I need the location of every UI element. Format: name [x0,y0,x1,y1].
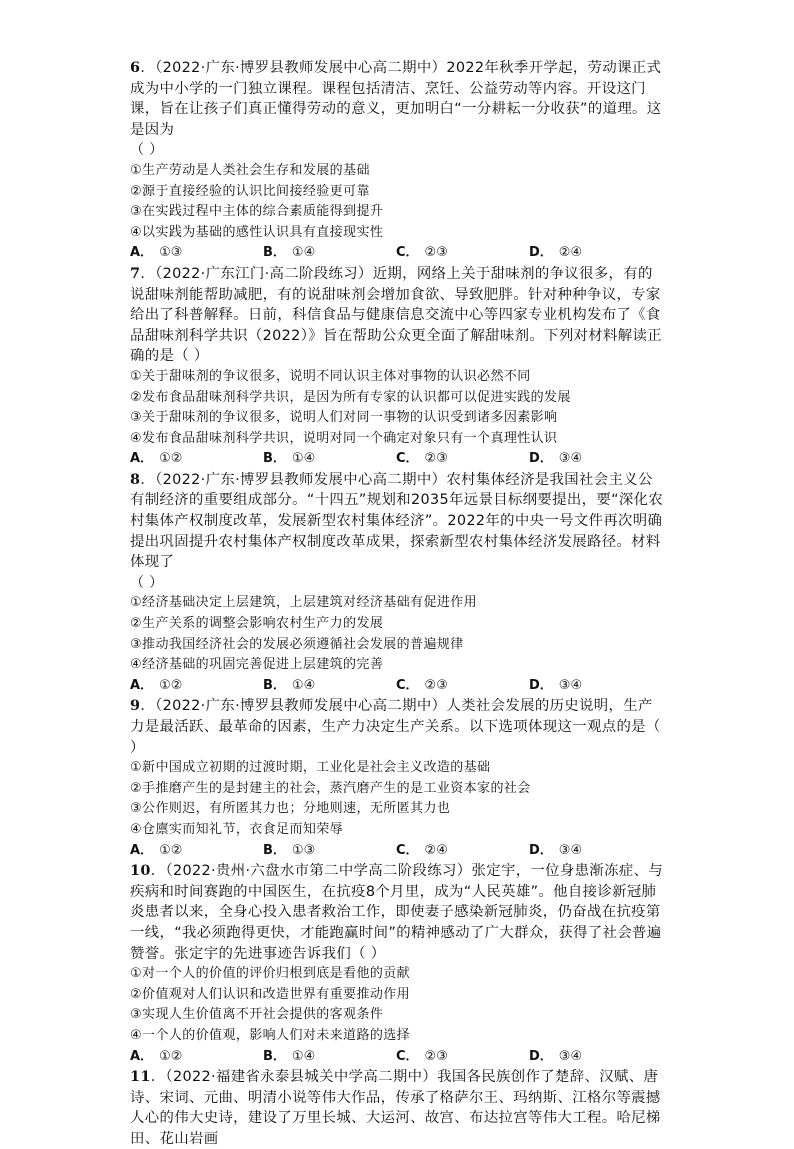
answer-choices [130,1047,664,1068]
question-stem: 7．（2022·广东江门·高二阶段练习）近期，网络上关于甜味剂的争议很多，有的说甜味剂能帮助减肥，有的说甜味剂会增加食欲、导致肥胖。针对种种争议，专家给出了科普解释。日前，科信食品与健康信息交流中心等四家专业机构发布了《食品甜味剂科学共识（2022）》旨在帮助公众更全面了解甜味剂。下列对材料解读正确的是（ ） [130,264,663,365]
option-statement: ②源于直接经验的认识比间接经验更可靠 [130,183,370,199]
answer-choice-b[interactable]: B． ①④ [263,245,316,261]
option-statement: ③实现人生价值离不开社会提供的客观条件 [130,1007,384,1023]
answer-choice-b[interactable]: B． ①④ [263,677,316,693]
question-number: 11 [130,1068,151,1086]
answer-choice-a[interactable]: A． ①② [130,1048,183,1064]
question-9 [130,696,664,861]
question-6 [130,58,664,264]
option-statement: ①生产劳动是人类社会生存和发展的基础 [130,162,370,178]
answer-choice-d[interactable]: D． ②④ [529,245,583,261]
question-stem: 8．（2022·广东·博罗县教师发展中心高二期中）农村集体经济是我国社会主义公有制经济的重要组成部分。“十四五”规划和2035年远景目标纲要提出，要“深化农村集体产权制度改革，发展新型农村集体经济”。2022年的中央一号文件再次明确提出巩固提升农村集体产权制度改革成果，探索新型农村集体经济发展路径。材料体现了 （ ） [130,470,664,594]
option-statement: ②手推磨产生的是封建主的社会，蒸汽磨产生的是工业资本家的社会 [130,780,531,796]
answer-choices [130,841,664,862]
answer-choice-a[interactable]: A． ①② [130,842,183,858]
option-statement: ①关于甜味剂的争议很多，说明不同认识主体对事物的认识必然不同 [130,368,531,384]
option-statement: ①经济基础决定上层建筑，上层建筑对经济基础有促进作用 [130,595,478,611]
option-statement: ④仓廪实而知礼节，衣食足而知荣辱 [130,821,344,837]
answer-choices [130,449,664,470]
question-number: 6 [130,59,141,76]
answer-choice-a[interactable]: A． ①② [130,451,183,467]
answer-choice-d[interactable]: D． ③④ [529,842,583,858]
option-statement: ③在实践过程中主体的综合素质能得到提升 [130,204,384,220]
exam-page [130,58,664,1149]
option-statement: ④以实践为基础的感性认识具有直接现实性 [130,224,384,240]
question-stem: 6．（2022·广东·博罗县教师发展中心高二期中）2022年秋季开学起，劳动课正式成为中小学的一门独立课程。课程包括清洁、烹饪、公益劳动等内容。开设这门课，旨在让孩子们真正懂得劳动的意义，更加明白“一分耕耘一分收获”的道理。这是因为 （ ） [130,58,664,161]
option-statement: ④发布食品甜味剂科学共识，说明对同一个确定对象只有一个真理性认识 [130,430,558,446]
answer-choice-d[interactable]: D． ③④ [529,677,583,693]
answer-choice-b[interactable]: B． ①③ [263,842,316,858]
option-statement: ①对一个人的价值的评价归根到底是看他的贡献 [130,966,411,982]
question-stem: 9．（2022·广东·博罗县教师发展中心高二期中）人类社会发展的历史说明，生产力是最活跃、最革命的因素，生产力决定生产关系。以下选项体现这一观点的是（ ） [130,697,661,756]
answer-choice-d[interactable]: D． ③④ [529,451,583,467]
answer-choice-b[interactable]: B． ①④ [263,451,316,467]
question-stem: 11．（2022·福建省永泰县城关中学高二期中）我国各民族创作了楚辞、汉赋、唐诗、宋词、元曲、明清小说等伟大作品，传承了格萨尔王、玛纳斯、江格尔等震撼人心的伟大史诗，建设了万里长城、大运河、故宫、布达拉宫等伟大工程。哈尼梯田、花山岩画 [130,1068,661,1147]
answer-choice-c[interactable]: C． ②③ [396,677,448,693]
answer-blank: （ ） [130,574,164,591]
question-11 [130,1067,664,1149]
answer-choice-a[interactable]: A． ①③ [130,245,183,261]
question-number: 10 [130,862,151,880]
answer-choices [130,243,664,264]
option-statement: ②发布食品甜味剂科学共识，是因为所有专家的认识都可以促进实践的发展 [130,389,571,405]
answer-choice-a[interactable]: A． ①② [130,677,183,693]
answer-choice-c[interactable]: C． ②③ [396,1048,448,1064]
answer-blank: （ ） [130,142,164,159]
question-7 [130,264,664,470]
option-statement: ④一个人的价值观，影响人们对未来道路的选择 [130,1027,411,1043]
question-8 [130,470,664,697]
option-statement: ④经济基础的巩固完善促进上层建筑的完善 [130,657,384,673]
option-statement: ①新中国成立初期的过渡时期，工业化是社会主义改造的基础 [130,760,491,776]
answer-choice-c[interactable]: C． ②③ [396,245,448,261]
question-number: 8 [130,470,141,488]
answer-choices [130,676,664,697]
question-10 [130,861,664,1067]
answer-choice-d[interactable]: D． ③④ [529,1048,583,1064]
answer-choice-b[interactable]: B． ①④ [263,1048,316,1064]
option-statement: ②价值观对人们认识和改造世界有重要推动作用 [130,986,411,1002]
option-statement: ③推动我国经济社会的发展必须遵循社会发展的普遍规律 [130,636,464,652]
question-number: 9 [130,697,141,715]
option-statement: ②生产关系的调整会影响农村生产力的发展 [130,616,384,632]
answer-choice-c[interactable]: C． ②③ [396,451,448,467]
answer-choice-c[interactable]: C． ②④ [396,842,448,858]
option-statement: ③公作则迟，有所匿其力也；分地则速，无所匿其力也 [130,801,451,817]
question-number: 7 [130,264,141,282]
option-statement: ③关于甜味剂的争议很多，说明人们对同一事物的认识受到诸多因素影响 [130,410,558,426]
question-stem: 10．（2022·贵州·六盘水市第二中学高二阶段练习）张定宇，一位身患渐冻症、与疾病和时间赛跑的中国医生，在抗疫8个月里，成为“人民英雄”。他自接诊新冠肺炎患者以来，全身心投入患者救治工作，即使妻子感染新冠肺炎，仍奋战在抗疫第一线，“我必须跑得更快，才能跑赢时间”的精神感动了广大群众，获得了社会普遍赞誉。张定宇的先进事迹告诉我们（ ） [130,862,664,962]
